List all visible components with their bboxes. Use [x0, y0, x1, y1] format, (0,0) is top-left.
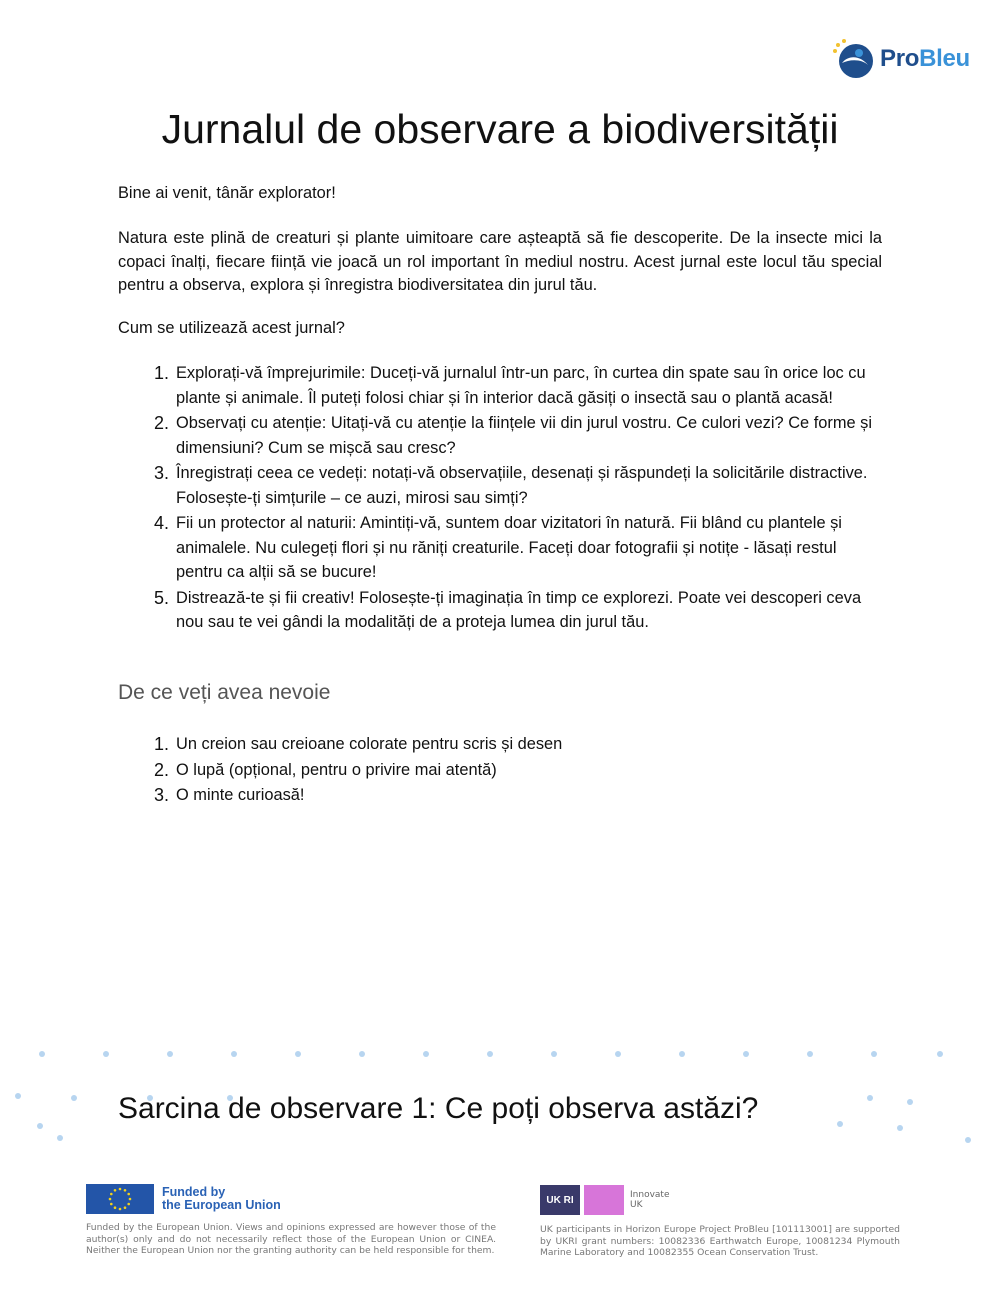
- eu-funded-label: Funded by the European Union: [162, 1185, 281, 1212]
- probleu-logo: [832, 38, 970, 80]
- probleu-logo-icon: [832, 37, 876, 81]
- ukri-innovate-logo: [540, 1184, 900, 1216]
- probleu-wordmark: ProBleu: [880, 45, 970, 72]
- needs-heading: De ce veți avea nevoie: [118, 681, 331, 704]
- list-item: 4. Fii un protector al naturii: Amintiți-vă, suntem doar vizitatori în natură. Fii blând cu plantele și animalele. Nu culegeți flori și nu răniți creaturile. Faceți doar fotografii și notițe - lăsați restul pentru ca alții să se bucure!: [154, 513, 842, 581]
- innovate-uk-box: [584, 1185, 624, 1215]
- eu-logo: [86, 1184, 496, 1214]
- intro-paragraph: Natura este plină de creaturi și plante uimitoare care așteaptă să fie descoperite. De la insecte mici la copaci înalți, fiecare ființă vie joacă un rol important în mediul nostru. Acest jurnal este locul tău special pentru a observa, explora și înregistra biodiversitatea din jurul tău.: [118, 229, 882, 294]
- list-item: 2. O lupă (opțional, pentru o privire mai atentă): [154, 759, 497, 780]
- needs-list: [118, 732, 882, 809]
- list-item: 3. Înregistrați ceea ce vedeți: notați-vă observațiile, desenați și răspundeți la solicitările distractive. Folosește-ți simțurile – ce auzi, mirosi sau simți?: [154, 463, 868, 507]
- list-item: 1. Explorați-vă împrejurimile: Duceți-vă jurnalul într-un parc, în curtea din spate sau în orice loc cu plante și animale. Îl puteți folosi chiar și în interior dacă găsiți o insectă sau o plantă acasă!: [154, 363, 866, 407]
- eu-disclaimer: Funded by the European Union. Views and opinions expressed are however those of the author(s) only and do not necessarily reflect those of the European Union or CINEA. Neither the European Union nor the granting authority can be held responsible for them.: [86, 1222, 496, 1256]
- eu-flag-icon: [86, 1184, 154, 1214]
- greeting: Bine ai venit, tânăr explorator!: [118, 184, 336, 202]
- eu-funding-block: [86, 1184, 496, 1257]
- list-item: 2. Observați cu atenție: Uitați-vă cu atenție la ființele vii din jurul vostru. Ce culori vezi? Ce forme și dimensiuni? Cum se mișcă sau cresc?: [154, 413, 872, 457]
- list-item: 3. O minte curioasă!: [154, 785, 305, 805]
- observation-task-title: Sarcina de observare 1: Ce poți observa astăzi?: [118, 1092, 759, 1125]
- uk-disclaimer: UK participants in Horizon Europe Project ProBleu [101113001] are supported by UKRI grant numbers: 10082336 Earthwatch Europe, 10081234 Plymouth Marine Laboratory and 10082355 Ocean Conservation Trust.: [540, 1224, 900, 1258]
- ukri-logo: UK RI: [540, 1185, 580, 1215]
- steps-list: [118, 361, 882, 636]
- list-item: 1. Un creion sau creioane colorate pentru scris și desen: [154, 734, 563, 754]
- page-title: Jurnalul de observare a biodiversității: [161, 106, 839, 152]
- innovate-uk-label: Innovate UK: [630, 1190, 670, 1210]
- list-item: 5. Distrează-te și fii creativ! Folosește-ți imaginația în timp ce explorezi. Poate vei descoperi ceva nou sau te vei gândi la modalități de a proteja lumea din jurul tău.: [154, 587, 862, 631]
- how-to-heading: Cum se utilizează acest jurnal?: [118, 319, 345, 337]
- uk-funding-block: [540, 1184, 900, 1259]
